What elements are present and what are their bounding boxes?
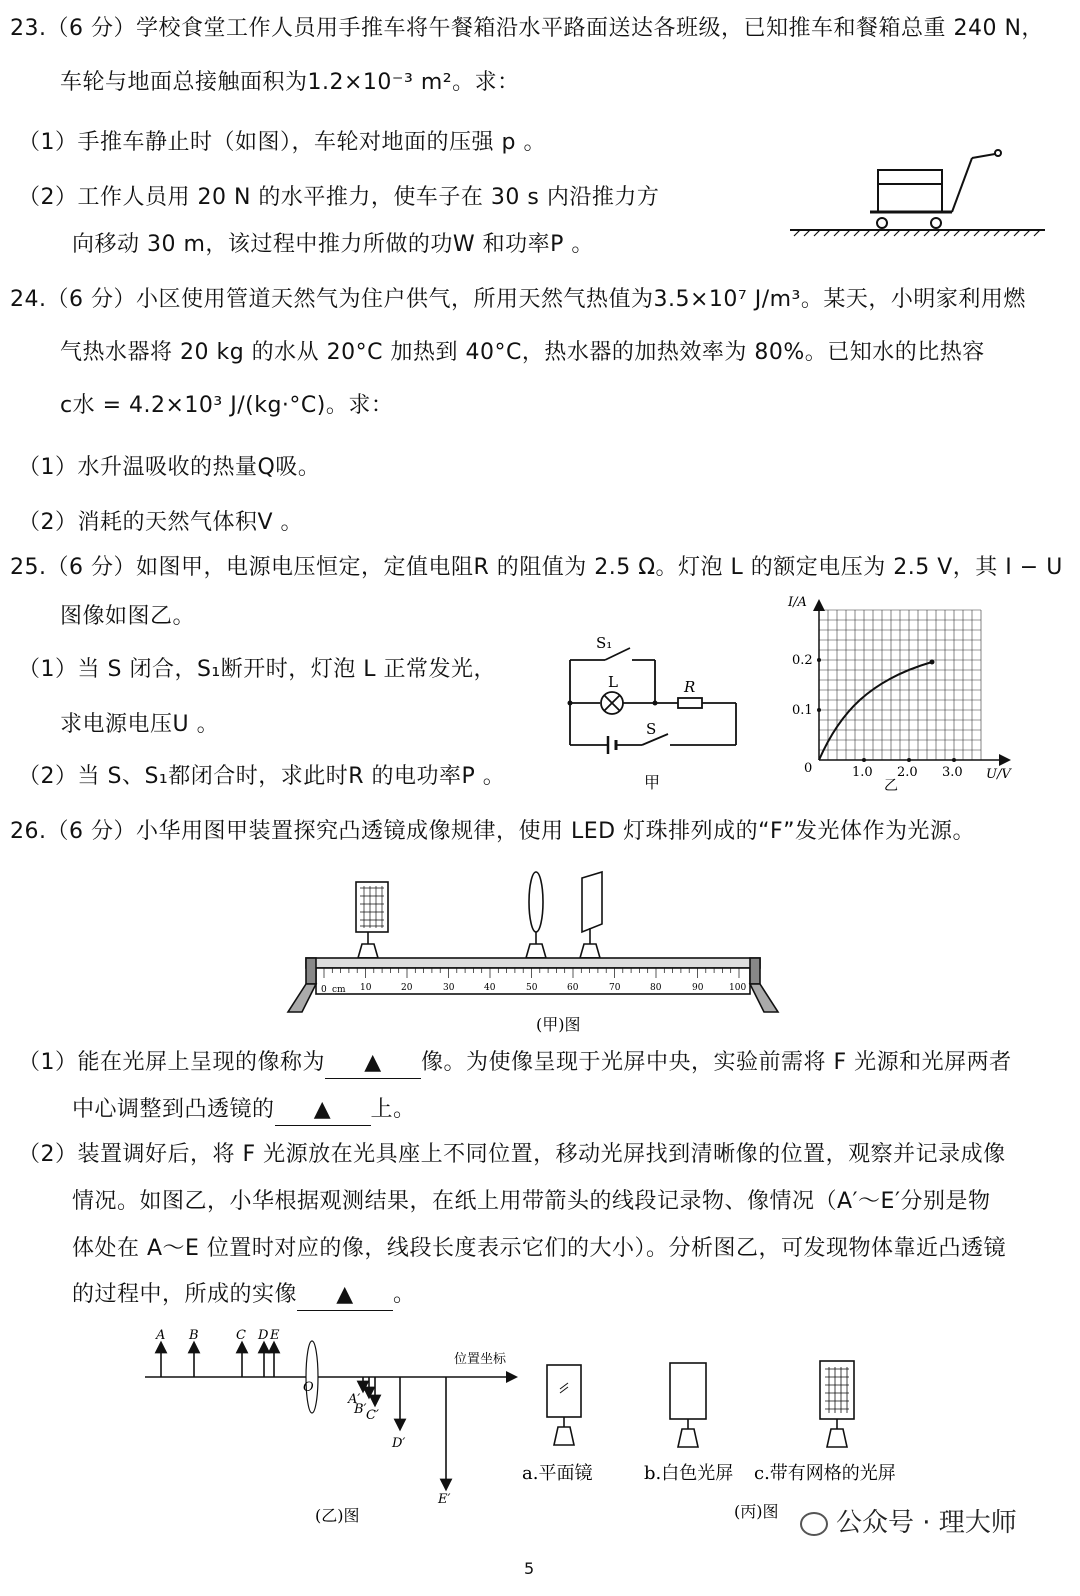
mirror-label: a.平面镜 [522, 1463, 593, 1484]
handcart-figure [790, 140, 1050, 250]
q24-head: 24.（6 分）小区使用管道天然气为住户供气，所用天然气热值为3.5×10⁷ J/m³。某天，小明家利用燃 [10, 287, 1026, 312]
origin-label: 0 [804, 761, 813, 776]
q26-sub2a: （2）装置调好后，将 F 光源放在光具座上不同位置，移动光屏找到清晰像的位置，观察并记录成像 [18, 1142, 1006, 1167]
switch-s-label: S [646, 720, 657, 738]
q23-line2: 车轮与地面总接触面积为1.2×10⁻³ m²。求： [60, 70, 520, 95]
bench-tick-100: 100 [729, 983, 747, 993]
image-b-label: B′ [354, 1402, 367, 1417]
q26-sub2d-pre: 的过程中，所成的实像 [72, 1282, 298, 1307]
answer-blank-2[interactable]: ▲ [275, 1095, 371, 1126]
q26-sub2c: 体处在 A～E 位置时对应的像，线段长度表示它们的大小）。分析图乙，可发现物体靠近凸透镜 [72, 1236, 1006, 1261]
bench-tick-40: 40 [484, 983, 496, 993]
q26-sub1a-pre: （1）能在光屏上呈现的像称为 [18, 1050, 325, 1075]
y-tick-0.1: 0.1 [792, 703, 813, 718]
q25-head: 25.（6 分）如图甲，电源电压恒定，定值电阻R 的阻值为 2.5 Ω。灯泡 L 的额定电压为 2.5 V，其 I − U [10, 555, 1063, 580]
wechat-icon [800, 1512, 828, 1536]
bench-unit: cm [332, 985, 346, 995]
page-number: 5 [524, 1559, 535, 1578]
object-e-label: E [270, 1328, 280, 1343]
grid-screen-label: c.带有网格的光屏 [754, 1463, 896, 1484]
bench-tick-90: 90 [692, 983, 704, 993]
object-b-label: B [189, 1328, 199, 1343]
bench-tick-60: 60 [567, 983, 579, 993]
object-d-label: D [258, 1328, 269, 1343]
iu-curve [819, 662, 932, 760]
object-c-label: C [236, 1328, 246, 1343]
q26-sub2d [72, 1280, 416, 1311]
y-axis-label: I/A [788, 595, 807, 610]
q23-sub2b: 向移动 30 m，该过程中推力所做的功W 和功率P 。 [72, 232, 594, 257]
watermark [800, 1502, 1017, 1539]
iu-endpoint [930, 660, 935, 665]
object-a-label: A [156, 1328, 166, 1343]
q26-sub2b: 情况。如图乙，小华根据观测结果，在纸上用带箭头的线段记录物、像情况（A′～E′分别是物 [72, 1189, 991, 1214]
q26-sub2d-post: 。 [393, 1282, 416, 1307]
screens-figure-c [520, 1355, 920, 1525]
answer-blank-3[interactable]: ▲ [297, 1280, 393, 1311]
bench-tick-20: 20 [401, 983, 413, 993]
bench-tick-0: 0 [321, 985, 327, 995]
q25-line2: 图像如图乙。 [60, 604, 196, 629]
bench-tick-30: 30 [443, 983, 455, 993]
q26-sub1a-post: 像。为使像呈现于光屏中央，实验前需将 F 光源和光屏两者 [421, 1050, 1012, 1075]
ray-figure-b [140, 1325, 530, 1530]
x-tick-3.0: 3.0 [942, 765, 963, 780]
q23-sub2a: （2）工作人员用 20 N 的水平推力，使车子在 30 s 内沿推力方 [18, 185, 660, 210]
q24-sub1: （1）水升温吸收的热量Q吸。 [18, 455, 321, 480]
resistor-label: R [684, 678, 696, 696]
q26-sub1b-post: 上。 [370, 1097, 416, 1122]
y-tick-0.2: 0.2 [792, 653, 813, 668]
image-d-label: D′ [392, 1436, 406, 1451]
bench-tick-10: 10 [360, 983, 372, 993]
switch-s1-label: S₁ [596, 634, 613, 652]
position-axis-label: 位置坐标 [454, 1352, 507, 1367]
q26-sub1b [72, 1095, 416, 1126]
answer-blank-1[interactable]: ▲ [325, 1048, 421, 1079]
watermark-text: 公众号 · 理大师 [836, 1508, 1017, 1538]
image-c-label: C′ [366, 1408, 379, 1423]
image-a-label: A′ [348, 1392, 361, 1407]
q26-sub1a [18, 1048, 1012, 1079]
circuit-diagram [560, 630, 750, 795]
fig-b-caption: (乙)图 [315, 1506, 360, 1525]
x-tick-1.0: 1.0 [852, 765, 873, 780]
lamp-label: L [608, 673, 618, 691]
bench-tick-50: 50 [526, 983, 538, 993]
optical-center-label: O [303, 1380, 314, 1395]
q25-sub1a: （1）当 S 闭合，S₁断开时，灯泡 L 正常发光， [18, 657, 496, 682]
bench-tick-80: 80 [650, 983, 662, 993]
fig-c-caption: (丙)图 [734, 1502, 779, 1521]
q24-sub2: （2）消耗的天然气体积V 。 [18, 510, 304, 535]
iu-graph [780, 592, 1040, 792]
q23-head: 23.（6 分）学校食堂工作人员用手推车将午餐箱沿水平路面送达各班级，已知推车和餐箱总重 240 N， [10, 16, 1044, 41]
q26-head: 26.（6 分）小华用图甲装置探究凸透镜成像规律，使用 LED 灯珠排列成的“F”发光体作为光源。 [10, 819, 976, 844]
q25-sub2: （2）当 S、S₁都闭合时，求此时R 的电功率P 。 [18, 764, 506, 789]
q23-sub1: （1）手推车静止时（如图），车轮对地面的压强 p 。 [18, 130, 546, 155]
image-e-label: E′ [438, 1492, 451, 1507]
graph-caption: 乙 [884, 778, 898, 792]
white-screen-label: b.白色光屏 [644, 1463, 734, 1484]
q25-sub1b: 求电源电压U 。 [60, 712, 220, 737]
graph-grid [819, 610, 981, 760]
q24-line2: 气热水器将 20 kg 的水从 20°C 加热到 40°C，热水器的加热效率为 80%。已知水的比热容 [60, 340, 985, 365]
q24-line3: c水 = 4.2×10³ J/(kg·°C)。求： [60, 393, 394, 418]
x-axis-label: U/V [986, 767, 1011, 782]
q26-sub1b-pre: 中心调整到凸透镜的 [72, 1097, 275, 1122]
optical-bench [280, 862, 800, 1042]
circuit-caption: 甲 [644, 773, 661, 792]
bench-tick-70: 70 [609, 983, 621, 993]
bench-caption: (甲)图 [536, 1015, 581, 1034]
x-tick-2.0: 2.0 [897, 765, 918, 780]
